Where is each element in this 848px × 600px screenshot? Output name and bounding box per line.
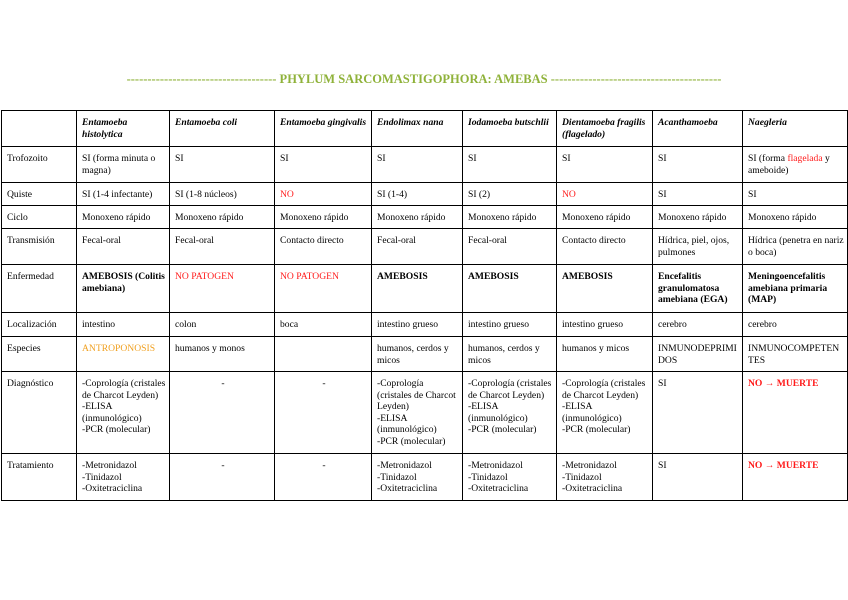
- cell: Monoxeno rápido: [275, 206, 372, 229]
- cell-no: NO: [557, 183, 653, 206]
- row-tratamiento: [2, 454, 848, 501]
- cell: Monoxeno rápido: [372, 206, 463, 229]
- list-item: -PCR (molecular): [468, 424, 537, 436]
- cell: SI (1-4 infectante): [77, 183, 170, 206]
- cell: Meningoencefalitis amebiana primaria (MAP): [743, 265, 848, 313]
- list-item: -ELISA (inmunológico): [82, 401, 142, 424]
- row-trofozoito: [2, 147, 848, 183]
- row-enfermedad: [2, 265, 848, 313]
- header-empty: [2, 111, 77, 147]
- cell: INMUNOCOMPETENTES: [743, 337, 848, 372]
- row-label: Especies: [2, 337, 77, 372]
- list-item: -Tinidazol: [82, 471, 122, 483]
- cell: humanos y micos: [557, 337, 653, 372]
- cell: AMEBOSIS: [463, 265, 557, 313]
- cell-dash: -: [170, 454, 275, 501]
- cell-dash: -: [275, 372, 372, 454]
- row-label: Trofozoito: [2, 147, 77, 183]
- header-dientamoeba-fragilis: Dientamoeba fragilis (flagelado): [557, 111, 653, 147]
- text-flagelada: flagelada: [787, 153, 823, 164]
- cell: SI (forma minuta o magna): [77, 147, 170, 183]
- cell-tratamiento-list: [77, 454, 170, 501]
- cell: SI: [743, 183, 848, 206]
- cell: AMEBOSIS: [372, 265, 463, 313]
- list-item: -ELISA (inmunológico): [377, 412, 437, 436]
- cell: intestino grueso: [372, 313, 463, 337]
- header-naegleria: Naegleria: [743, 111, 848, 147]
- list-item: -Oxitetraciclina: [82, 483, 143, 495]
- cell: intestino: [77, 313, 170, 337]
- cell: Hídrica (penetra en nariz o boca): [743, 229, 848, 265]
- cell: SI: [653, 183, 743, 206]
- cell: Monoxeno rápido: [463, 206, 557, 229]
- list-item: -ELISA (inmunológico): [562, 401, 622, 424]
- cell: Contacto directo: [275, 229, 372, 265]
- cell-tratamiento-list: [463, 454, 557, 501]
- cell: SI: [463, 147, 557, 183]
- cell-naegleria-trofozoito: [743, 147, 848, 183]
- cell-antroponosis: ANTROPONOSIS: [77, 337, 170, 372]
- header-entamoeba-histolytica: Entamoeba histolytica: [77, 111, 170, 147]
- cell: SI: [557, 147, 653, 183]
- list-item: -Metronidazol: [562, 460, 617, 471]
- list-item: -ELISA (inmunológico): [468, 401, 528, 424]
- list-item: -Oxitetraciclina: [377, 483, 438, 495]
- header-iodamoeba-butschlii: Iodamoeba butschlii: [463, 111, 557, 147]
- text-post: y ameboide): [748, 153, 830, 176]
- list-item: -Metronidazol: [468, 460, 523, 471]
- cell: SI: [170, 147, 275, 183]
- header-endolimax-nana: Endolimax nana: [372, 111, 463, 147]
- row-label: Transmisión: [2, 229, 77, 265]
- cell-no-patogen: NO PATOGEN: [275, 265, 372, 313]
- row-diagnostico: [2, 372, 848, 454]
- row-ciclo: [2, 206, 848, 229]
- cell: Encefalitis granulomatosa amebiana (EGA): [653, 265, 743, 313]
- cell: SI: [275, 147, 372, 183]
- cell-no: NO: [275, 183, 372, 206]
- row-label: Localización: [2, 313, 77, 337]
- cell: SI: [653, 147, 743, 183]
- cell-no-muerte: NO → MUERTE: [743, 372, 848, 454]
- list-item: -Tinidazol: [562, 471, 602, 483]
- row-label: Diagnóstico: [2, 372, 77, 454]
- row-transmision: [2, 229, 848, 265]
- cell-dash: -: [275, 454, 372, 501]
- cell: Monoxeno rápido: [743, 206, 848, 229]
- cell: Contacto directo: [557, 229, 653, 265]
- text-pre: SI (forma: [748, 153, 788, 164]
- list-item: -Oxitetraciclina: [468, 483, 529, 495]
- list-item: -Tinidazol: [377, 471, 417, 483]
- cell-diagnostico-list: [77, 372, 170, 454]
- cell: INMUNODEPRIMIDOS: [653, 337, 743, 372]
- row-label: Ciclo: [2, 206, 77, 229]
- page-title: ------------------------------------ PHYLUM SARCOMASTIGOPHORA: AMEBAS -----------------------------------------: [126, 72, 722, 86]
- cell: humanos, cerdos y micos: [463, 337, 557, 372]
- cell: AMEBOSIS: [557, 265, 653, 313]
- cell: AMEBOSIS (Colitis amebiana): [77, 265, 170, 313]
- cell: SI: [653, 372, 743, 454]
- cell: Fecal-oral: [372, 229, 463, 265]
- list-item: -Coprología (cristales de Charcot Leyden): [562, 378, 646, 401]
- cell: SI: [653, 454, 743, 501]
- cell: SI (2): [463, 183, 557, 206]
- cell-diagnostico-list: [372, 372, 463, 454]
- cell: [275, 337, 372, 372]
- list-item: -Coprología (cristales de Charcot Leyden): [377, 378, 456, 413]
- cell-dash: -: [170, 372, 275, 454]
- cell: Monoxeno rápido: [653, 206, 743, 229]
- cell: SI (1-4): [372, 183, 463, 206]
- cell: colon: [170, 313, 275, 337]
- cell: boca: [275, 313, 372, 337]
- header-entamoeba-gingivalis: Entamoeba gingivalis: [275, 111, 372, 147]
- row-label: Enfermedad: [2, 265, 77, 313]
- header-row: [2, 111, 848, 147]
- cell: Fecal-oral: [463, 229, 557, 265]
- cell: Hídrica, piel, ojos, pulmones: [653, 229, 743, 265]
- header-entamoeba-coli: Entamoeba coli: [170, 111, 275, 147]
- cell: Monoxeno rápido: [170, 206, 275, 229]
- cell: SI: [372, 147, 463, 183]
- list-item: -Coprología (cristales de Charcot Leyden): [468, 378, 552, 401]
- list-item: -PCR (molecular): [377, 435, 446, 447]
- list-item: -PCR (molecular): [82, 424, 151, 436]
- list-item: -PCR (molecular): [562, 424, 631, 436]
- cell-no-patogen: NO PATOGEN: [170, 265, 275, 313]
- cell: humanos y monos: [170, 337, 275, 372]
- cell: intestino grueso: [557, 313, 653, 337]
- cell: SI (1-8 núcleos): [170, 183, 275, 206]
- header-acanthamoeba: Acanthamoeba: [653, 111, 743, 147]
- row-label: Tratamiento: [2, 454, 77, 501]
- list-item: -Tinidazol: [468, 471, 508, 483]
- cell: Fecal-oral: [170, 229, 275, 265]
- cell-no-muerte: NO → MUERTE: [743, 454, 848, 501]
- list-item: -Coprología (cristales de Charcot Leyden): [82, 378, 166, 401]
- cell-tratamiento-list: [557, 454, 653, 501]
- list-item: -Metronidazol: [377, 460, 432, 471]
- row-localizacion: [2, 313, 848, 337]
- cell: Monoxeno rápido: [77, 206, 170, 229]
- row-label: Quiste: [2, 183, 77, 206]
- cell-diagnostico-list: [557, 372, 653, 454]
- cell: cerebro: [743, 313, 848, 337]
- cell: cerebro: [653, 313, 743, 337]
- cell: Fecal-oral: [77, 229, 170, 265]
- cell-diagnostico-list: [463, 372, 557, 454]
- cell: Monoxeno rápido: [557, 206, 653, 229]
- row-quiste: [2, 183, 848, 206]
- row-especies: [2, 337, 848, 372]
- list-item: -Oxitetraciclina: [562, 483, 623, 495]
- cell: intestino grueso: [463, 313, 557, 337]
- amebas-table: [1, 110, 848, 501]
- cell: humanos, cerdos y micos: [372, 337, 463, 372]
- list-item: -Metronidazol: [82, 460, 137, 471]
- cell-tratamiento-list: [372, 454, 463, 501]
